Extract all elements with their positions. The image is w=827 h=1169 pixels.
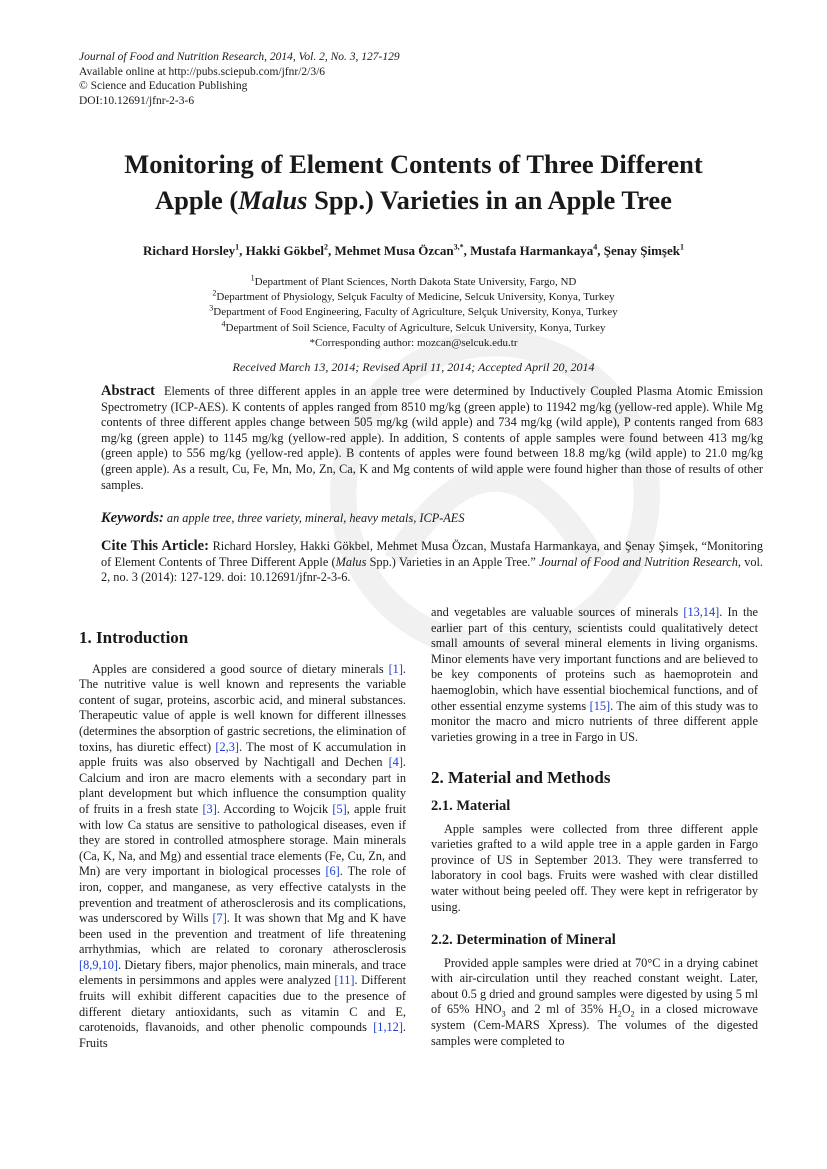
journal-header xyxy=(79,50,400,108)
cite-label: Cite This Article: xyxy=(101,538,209,554)
affiliation-text: Department of Soil Science, Faculty of Agriculture, Selcuk University, Konya, Turkey xyxy=(225,321,606,334)
ref-link[interactable]: [5] xyxy=(332,801,347,816)
article-title xyxy=(60,146,767,218)
author xyxy=(334,243,470,258)
cite-journal: Journal of Food and Nutrition Research xyxy=(539,554,738,569)
text-run: Apples are considered a good source of dietary minerals xyxy=(92,661,389,676)
text-run: . It was shown that Mg and K have been used in the prevention and treatment of life threatening arrhythmias, which are related to coronary atherosclerosis xyxy=(79,911,406,957)
author-sup: 1 xyxy=(235,242,240,252)
mineral-paragraph xyxy=(431,956,758,1050)
subscript: 2 xyxy=(630,1009,635,1019)
affiliation-sup: 4 xyxy=(221,318,226,328)
keywords-text: an apple tree, three variety, mineral, heavy metals, ICP-AES xyxy=(166,511,465,525)
keywords xyxy=(101,511,763,527)
abstract-text: Elements of three different apples in an apple tree were determined by Inductively Coupled Plasma Atomic Emission Spectrometry (ICP-AES). K contents of apples ranged from 8510 mg/kg (green apple) to 11942 mg/kg (yellow-red apple). While Mg contents of three different apples change between 505 mg/kg (wild apple) and 734 mg/kg (wild apple), P contents ranged from 683 mg/kg (green apple) to 1145 mg/kg (yellow-red apple). In addition, S contents of apple samples were found between 413 mg/kg (green apple) to 556 mg/kg (yellow-red apple). B contents of apples were found between 18.8 mg/kg (wild apple) to 21.0 mg/kg (green apple). As a result, Cu, Fe, Mn, Mo, Zn, Ca, K and Mg contents of wild apple were found higher than those of results of other samples. xyxy=(101,384,763,492)
author-name: Mustafa Harmankaya xyxy=(470,243,594,258)
abstract-label: Abstract xyxy=(101,383,155,399)
author-sup: 2 xyxy=(323,242,328,252)
text-run: . Fruits xyxy=(79,1020,406,1050)
ref-link[interactable]: [2,3] xyxy=(215,739,239,754)
affiliation xyxy=(60,305,767,320)
affiliation xyxy=(60,318,767,336)
intro-continued xyxy=(431,605,758,745)
text-run: . Calcium and iron are macro elements with a secondary part in plant development but which influence the consumption quality of fruits in a fresh state xyxy=(79,755,406,816)
title-line-2 xyxy=(60,182,767,218)
cite-text: , vol. 2, no. 3 (2014): 127-129. doi: 10.12691/jfnr-2-3-6. xyxy=(101,554,764,585)
affiliation xyxy=(60,290,767,305)
corresponding-author: *Corresponding author: mozcan@selcuk.edu.tr xyxy=(309,336,518,349)
author-name: Richard Horsley xyxy=(143,243,236,258)
affiliation-text: Department of Physiology, Selçuk Faculty of Medicine, Selcuk University, Konya, Turkey xyxy=(216,291,615,304)
author-sep: , xyxy=(327,243,335,258)
author xyxy=(470,243,604,258)
ref-link[interactable]: [15] xyxy=(589,698,611,713)
ref-link[interactable]: [13,14] xyxy=(683,605,720,619)
journal-citation: Journal of Food and Nutrition Research, 2014, Vol. 2, No. 3, 127-129 xyxy=(79,51,400,63)
author-name: Mehmet Musa Özcan xyxy=(334,243,454,258)
text-run: in a closed microwave system (Cem-MARS Xpress). The volumes of the digested samples were completed to xyxy=(431,1002,758,1048)
ref-link[interactable]: [7] xyxy=(212,911,227,926)
cite-this-article xyxy=(101,539,763,586)
text-run: O xyxy=(621,1002,631,1017)
material-paragraph: Apple samples were collected from three different apple varieties grafted to a wild apple tree in a apple garden in Fargo province of US in September 2013. They were transferred to laboratory in cool bags. Fruits were washed with clear distilled water without being peeled off. They were kept in refrigerator by using. xyxy=(431,821,758,914)
left-column xyxy=(79,630,406,1051)
text-run: . The nutritive value is well known and represents the variable content of sugar, proteins, ascorbic acid, and mineral substances. Therapeutic value of apple is well known for different illnesses (determines the absorption of gastric secretions, the elimination of toxins, has diuretic effect) xyxy=(79,661,406,754)
text-run: . The most of K accumulation in apple fruits was also observed by Nachtigall and Dechen xyxy=(79,739,406,770)
text-run: . The aim of this study was to monitor the macro and micro nutrients of three different apple varieties growing in a tree in Fargo in US. xyxy=(431,698,758,744)
abstract xyxy=(101,384,763,493)
material-heading: 2.1. Material xyxy=(431,797,511,814)
text-run: . In the earlier part of this century, scientists could qualitatively detect small amounts of several mineral elements in living organisms. Minor elements have very important functions and are believed to be key components of proteins such as haemoprotein and haemoglobin, which have essential biochemical functions, and of other essential enzyme systems xyxy=(431,605,758,713)
copyright: © Science and Education Publishing xyxy=(79,80,248,92)
cite-text: Richard Horsley, Hakki Gökbel, Mehmet Musa Özcan, Mustafa Harmankaya, and Şenay Şimşek, “Monitoring of Element Contents of Three Different Apple ( xyxy=(101,539,763,569)
title-part: Spp.) Varieties in an Apple Tree xyxy=(307,185,672,215)
subscript: 3 xyxy=(501,1009,506,1019)
ref-link[interactable]: [1,12] xyxy=(373,1020,403,1035)
ref-link[interactable]: [4] xyxy=(388,755,403,770)
text-run: . Dietary fibers, major phenolics, main minerals, and trace elements in persimmons and apples were analyzed xyxy=(79,957,406,988)
methods-heading: 2. Material and Methods xyxy=(431,768,611,788)
author-list xyxy=(60,243,767,259)
text-run: and 2 ml of 35% H xyxy=(505,1002,618,1017)
ref-link[interactable]: [6] xyxy=(325,864,340,879)
ref-link[interactable]: [3] xyxy=(202,801,217,816)
received-dates: Received March 13, 2014; Revised April 11, 2014; Accepted April 20, 2014 xyxy=(232,360,595,374)
affiliation-sup: 1 xyxy=(250,273,255,283)
text-run: , apple fruit with low Ca status are sensitive to pathological diseases, even if they are stored in controlled atmosphere storage. Main minerals (Ca, K, Na, and Mg) and essential trace elements (Fe, Cu, Zn, and Mn) are very important in biological processes xyxy=(79,801,406,879)
affiliation-text: Department of Plant Sciences, North Dakota State University, Fargo, ND xyxy=(254,276,577,288)
mineral-heading: 2.2. Determination of Mineral xyxy=(431,932,616,949)
title-part: Apple ( xyxy=(155,185,239,215)
affiliation-sup: 2 xyxy=(212,288,217,298)
author-sep: , xyxy=(239,243,246,258)
title-italic: Malus xyxy=(238,185,308,215)
right-column xyxy=(431,605,758,1049)
text-run: Provided apple samples were dried at 70°C in a drying cabinet with air-circulation until they reached constant weight. Later, about 0.5 g dried and ground samples were digested by using 5 ml of 65% HNO xyxy=(431,955,758,1017)
author-sep: , xyxy=(463,243,471,258)
author xyxy=(246,243,335,258)
intro-paragraph xyxy=(79,662,406,1052)
text-run: . The role of iron, copper, and manganese, as very effective catalysts in the prevention and treatment of atherosclerosis and its complications, was underscored by Wills xyxy=(79,864,406,926)
subscript: 2 xyxy=(617,1009,622,1019)
ref-link[interactable]: [11] xyxy=(334,973,355,988)
author-sup: 3,* xyxy=(453,242,464,252)
ref-link[interactable]: [1] xyxy=(388,661,403,676)
intro-heading: 1. Introduction xyxy=(79,628,189,647)
author-sup: 4 xyxy=(593,242,598,252)
author xyxy=(143,243,246,258)
text-run: and vegetables are valuable sources of minerals xyxy=(431,605,684,619)
author xyxy=(604,243,684,258)
keywords-label: Keywords: xyxy=(101,510,164,526)
available-online: Available online at http://pubs.sciepub.com/jfnr/2/3/6 xyxy=(79,65,326,78)
affiliation xyxy=(60,275,767,290)
affiliation-text: Department of Food Engineering, Faculty of Agriculture, Selçuk University, Konya, Turkey xyxy=(213,306,618,319)
text-run: . Different fruits will exhibit different capacities due to the presence of different dietary antioxidants, such as vitamin C and E, carotenoids, flavanoids, and other phenolic compounds xyxy=(79,973,406,1035)
author-name: Hakki Gökbel xyxy=(245,243,324,258)
text-run: . According to Wojcik xyxy=(216,801,333,816)
ref-link[interactable]: [8,9,10] xyxy=(79,957,118,972)
affiliation-sup: 3 xyxy=(209,303,214,313)
title-line-1: Monitoring of Element Contents of Three Different xyxy=(124,149,703,179)
doi: DOI:10.12691/jfnr-2-3-6 xyxy=(79,94,195,107)
author-sep: , xyxy=(597,243,604,258)
author-name: Şenay Şimşek xyxy=(603,243,680,258)
affiliations xyxy=(60,275,767,351)
cite-italic: Malus xyxy=(335,554,367,569)
author-sup: 1 xyxy=(679,242,684,252)
cite-text: Spp.) Varieties in an Apple Tree.” xyxy=(366,554,536,569)
